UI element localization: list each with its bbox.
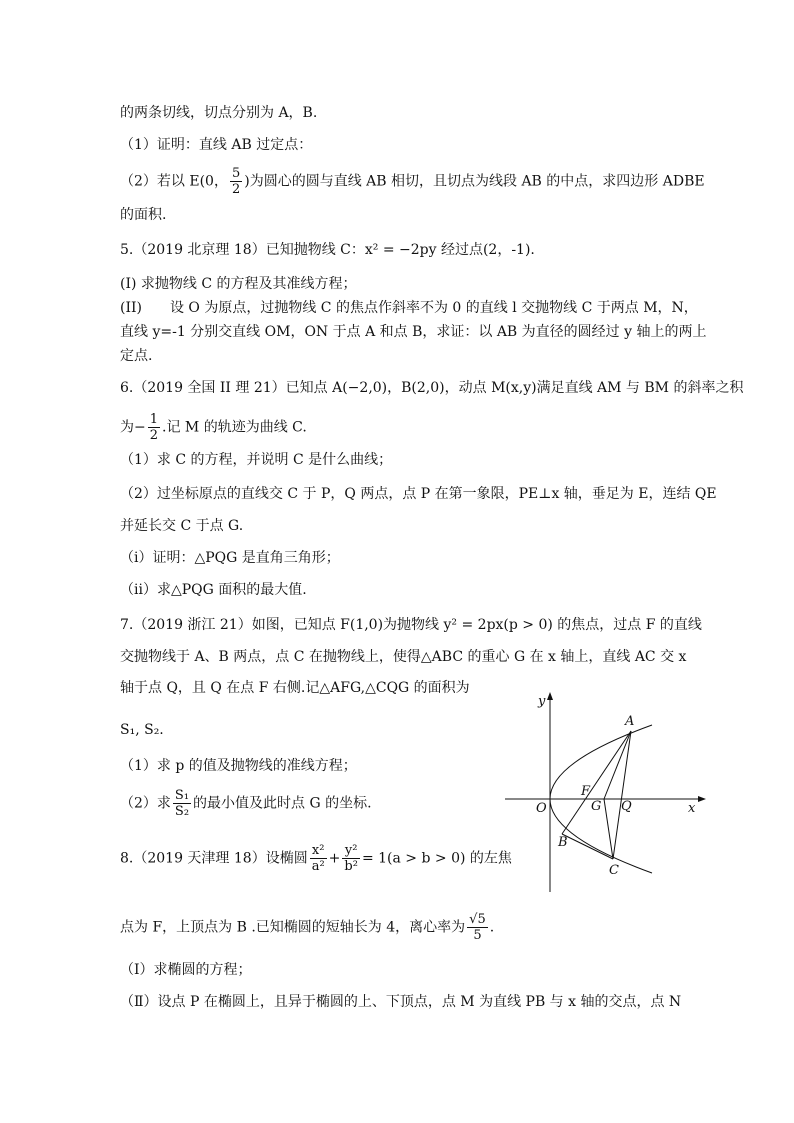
point-a-label: A [625,714,635,729]
text-line: 为− $\frac{1}{2}$ .记 M 的轨迹为曲线 C. [120,412,307,443]
fraction: $\frac{√5}{5}$ [469,912,486,943]
problem-5-part-1: (I) 求抛物线 C 的方程及其准线方程； [120,276,357,292]
problem-8-part-1: （Ⅰ）求椭圆的方程； [120,962,252,978]
problem-7-part-1: （1）求 p 的值及抛物线的准线方程； [120,758,357,774]
text-line: S₁, S₂. [120,722,164,738]
point-f-label: F [581,784,591,799]
text-line: 直线 y=-1 分别交直线 OM，ON 于点 A 和点 B，求证：以 AB 为直径的圆经过 y 轴上的两上 [120,324,707,340]
text-line: 并延长交 C 于点 G. [120,518,244,534]
line-cg [604,799,613,859]
origin-label: O [536,801,547,816]
problem-6-part-ii: （ii）求△PQG 面积的最大值. [120,582,307,598]
parabola-figure [500,688,710,893]
text-line: 的面积. [120,207,167,223]
chord-ab [562,731,631,834]
question-part-1: （1）证明：直线 AB 过定点： [120,137,313,153]
text-line: 定点. [120,348,153,364]
fraction: $\frac{1}{2}$ [149,412,159,443]
point-q-label: Q [621,799,632,814]
line-bc [562,834,613,859]
line-ac [613,731,631,859]
problem-7-part-2: （2）求 $\frac{\text{S₁}}{\text{S₂}}$ 的最小值及此时点 G 的坐标. [120,788,372,819]
fraction: $\frac{\text{S₁}}{\text{S₂}}$ [174,788,190,819]
problem-7-heading: 7.（2019 浙江 21）如图，已知点 F(1,0)为抛物线 y² = 2px(p > 0) 的焦点，过点 F 的直线 [120,617,702,633]
fraction: $\frac{\text{x²}}{\text{a²}}$ [311,843,325,874]
y-axis-label: y [538,694,546,709]
problem-6-part-2: （2）过坐标原点的直线交 C 于 P，Q 两点，点 P 在第一象限，PE⊥x 轴，垂足为 E，连结 QE [120,486,717,502]
problem-6-heading: 6.（2019 全国 II 理 21）已知点 A(−2,0)，B(2,0)，动点 M(x,y)满足直线 AM 与 BM 的斜率之积 [120,380,744,396]
problem-6-part-i: （i）证明：△PQG 是直角三角形； [120,550,340,566]
fraction: $\frac{5}{2}$ [231,166,241,197]
problem-6-part-1: （1）求 C 的方程，并说明 C 是什么曲线； [120,452,393,468]
text-segment: )为圆心的圆与直线 AB 相切，且切点为线段 AB 的中点，求四边形 ADBE [244,173,705,190]
problem-8-heading: 8.（2019 天津理 18）设椭圆 $\frac{\text{x²}}{\text{a²}}$ + $\frac{\text{y²}}{\text{b²}}$ = 1(a > b > 0) 的左焦 [120,843,512,874]
x-axis-label: x [688,801,696,816]
point-c-label: C [609,863,619,878]
problem-5-part-2: (II) 设 O 为原点，过抛物线 C 的焦点作斜率不为 0 的直线 l 交抛物线 C 于两点 M，N， [120,300,698,316]
x-axis-arrow [698,796,706,802]
text-line: 轴于点 Q，且 Q 在点 F 右侧.记△AFG,△CQG 的面积为 [120,680,470,696]
text-line: 的两条切线，切点分别为 A，B. [120,105,318,121]
text-segment: （2）若以 E(0， [120,173,228,190]
text-line: 点为 F，上顶点为 B .已知椭圆的短轴长为 4，离心率为 $\frac{√5}{5}$ . [120,912,495,943]
problem-5-heading: 5.（2019 北京理 18）已知抛物线 C：x² = −2py 经过点(2，-1). [120,242,535,258]
fraction: $\frac{\text{y²}}{\text{b²}}$ [344,843,358,874]
point-b-label: B [558,835,568,850]
question-part-2 [120,166,705,197]
y-axis-arrow [547,692,553,700]
point-g-label: G [591,799,602,814]
problem-8-part-2: （Ⅱ）设点 P 在椭圆上，且异于椭圆的上、下顶点，点 M 为直线 PB 与 x 轴的交点，点 N [120,994,682,1010]
text-line: 交抛物线于 A、B 两点，点 C 在抛物线上，使得△ABC 的重心 G 在 x 轴上，直线 AC 交 x [120,649,687,665]
